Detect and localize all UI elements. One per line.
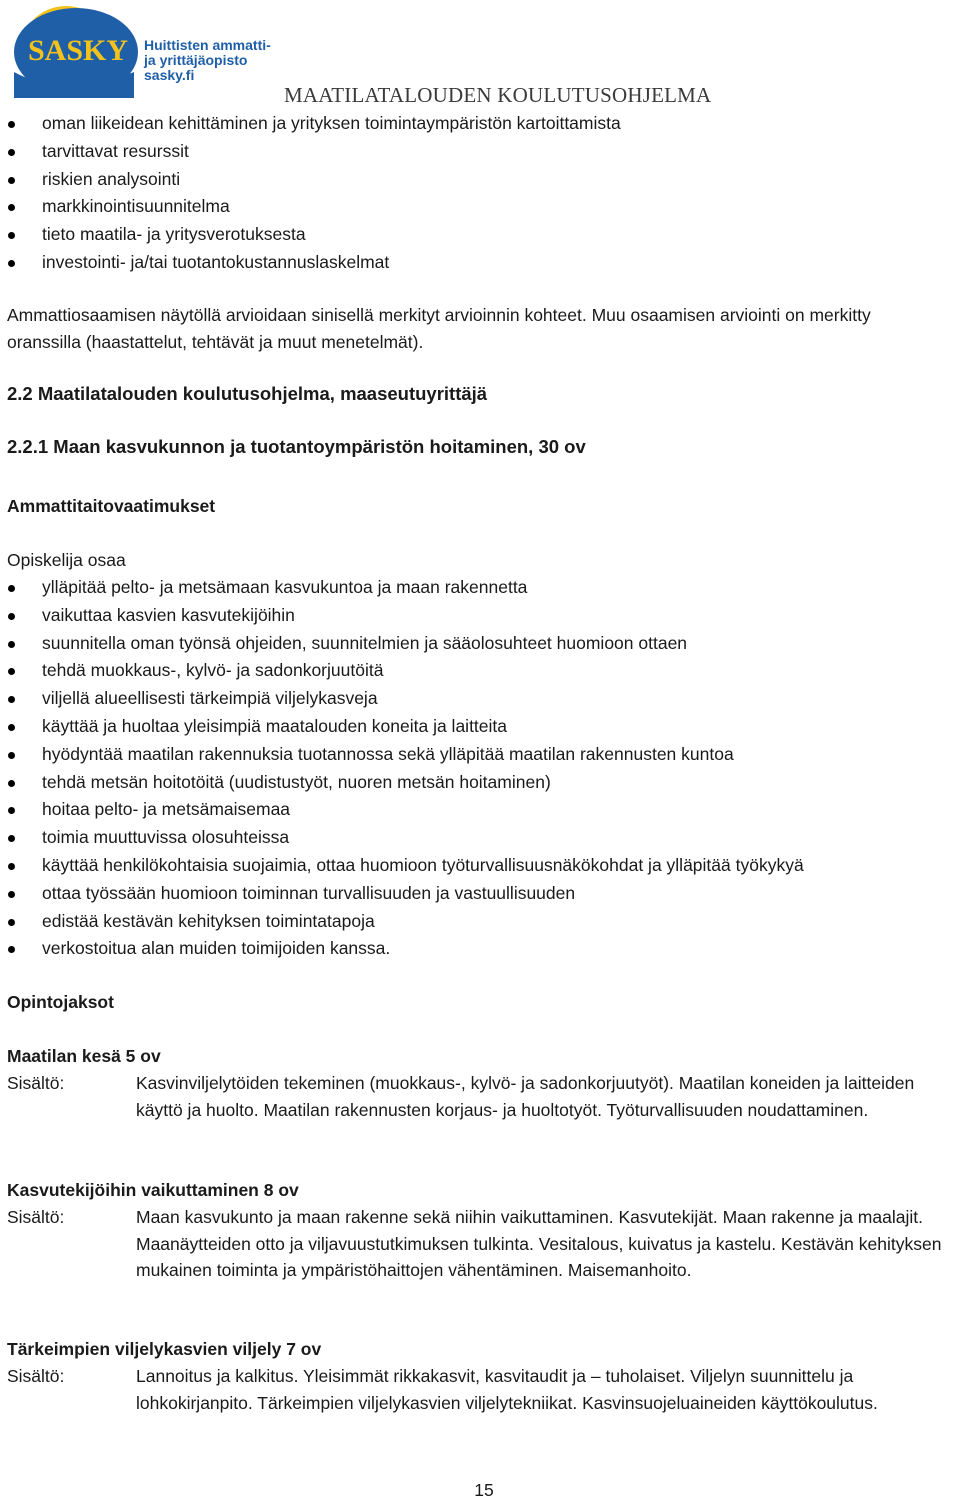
page-number: 15: [474, 1480, 494, 1500]
list-item-text: verkostoitua alan muiden toimijoiden kanssa.: [42, 938, 391, 959]
bullet-icon: [8, 863, 15, 870]
skills-bullet-list: [0, 574, 804, 963]
list-item-text: hyödyntää maatilan rakennuksia tuotannossa sekä ylläpitää maatilan rakennusten kuntoa: [42, 743, 734, 764]
course-content-label: Sisältö:: [7, 1073, 65, 1093]
bullet-icon: [8, 613, 15, 620]
course-content-row: [7, 1363, 960, 1416]
bullet-icon: [8, 807, 15, 814]
list-item-text: ylläpitää pelto- ja metsämaan kasvukuntoa ja maan rakennetta: [42, 577, 528, 597]
list-item: [0, 221, 621, 249]
course-content-label: Sisältö:: [7, 1207, 65, 1227]
list-item-text: oman liikeidean kehittäminen ja yrityksen toimintaympäristön kartoittamista: [42, 113, 621, 133]
list-item: [0, 630, 804, 658]
bullet-icon: [8, 724, 15, 731]
study-units-heading: Opintojaksot: [7, 992, 114, 1012]
top-bullet-list: [0, 110, 621, 277]
list-item-text: suunnitella oman työnsä ohjeiden, suunnitelmien ja sääolosuhteet huomioon ottaen: [42, 632, 688, 653]
logo-wordmark: SASKY: [28, 34, 129, 67]
list-item-text: tarvittavat resurssit: [42, 140, 189, 161]
list-item: [0, 908, 804, 936]
bullet-icon: [8, 260, 15, 267]
list-item-text: tehdä muokkaus-, kylvö- ja sadonkorjuutöitä: [42, 660, 384, 681]
bullet-icon: [8, 891, 15, 898]
logo-url: sasky.fi: [144, 67, 195, 83]
bullet-icon: [8, 780, 15, 787]
course-block: [7, 1177, 960, 1284]
subsection-heading: 2.2.1 Maan kasvukunnon ja tuotantoympäristön hoitaminen, 30 ov: [7, 436, 586, 457]
document-header-title: MAATILATALOUDEN KOULUTUSOHJELMA: [284, 83, 712, 107]
list-item-text: vaikuttaa kasvien kasvutekijöihin: [42, 604, 295, 625]
list-item-text: tehdä metsän hoitotöitä (uudistustyöt, nuoren metsän hoitaminen): [42, 771, 551, 792]
list-item: [0, 193, 621, 221]
list-item: [0, 796, 804, 824]
course-block: [7, 1336, 960, 1416]
logo-graphic: [6, 2, 276, 102]
course-content-label: Sisältö:: [7, 1366, 65, 1386]
list-item: [0, 824, 804, 852]
course-title: Kasvutekijöihin vaikuttaminen 8 ov: [7, 1180, 299, 1200]
bullet-icon: [8, 204, 15, 211]
list-item: [0, 249, 621, 277]
bullet-icon: [8, 641, 15, 648]
bullet-icon: [8, 946, 15, 953]
list-item-text: edistää kestävän kehityksen toimintatapoja: [42, 910, 375, 931]
sasky-logo: [6, 2, 276, 102]
list-item-text: riskien analysointi: [42, 168, 181, 189]
bullet-icon: [8, 752, 15, 759]
list-item-text: tieto maatila- ja yritysverotuksesta: [42, 224, 306, 245]
bullet-icon: [8, 919, 15, 926]
list-item: [0, 769, 804, 797]
logo-subline-2: ja yrittäjäopisto: [144, 52, 248, 68]
list-item: [0, 657, 804, 685]
course-title: Maatilan kesä 5 ov: [7, 1046, 161, 1066]
bullet-icon: [8, 696, 15, 703]
list-item: [0, 138, 621, 166]
list-item-text: viljellä alueellisesti tärkeimpiä viljelykasveja: [42, 688, 378, 709]
bullet-icon: [8, 835, 15, 842]
bullet-icon: [8, 177, 15, 184]
list-item: [0, 935, 804, 963]
list-item: [0, 880, 804, 908]
requirements-heading: Ammattitaitovaatimukset: [7, 496, 216, 516]
bullet-icon: [8, 585, 15, 592]
list-item-text: toimia muuttuvissa olosuhteissa: [42, 827, 290, 848]
bullet-icon: [8, 668, 15, 675]
logo-subline-1: Huittisten ammatti-: [144, 37, 271, 53]
course-content-row: [7, 1204, 960, 1284]
list-item: [0, 110, 621, 138]
assessment-note: Ammattiosaamisen näytöllä arvioidaan sinisellä merkityt arvioinnin kohteet. Muu osaamisen arviointi on merkitty oranssilla (haastattelut, tehtävät ja muut menetelmät).: [7, 305, 871, 352]
bullet-icon: [8, 149, 15, 156]
list-item-text: käyttää ja huoltaa yleisimpiä maatalouden koneita ja laitteita: [42, 715, 508, 736]
list-item: [0, 685, 804, 713]
list-item: [0, 166, 621, 194]
list-item-text: hoitaa pelto- ja metsämaisemaa: [42, 799, 291, 820]
list-item: [0, 574, 804, 602]
course-content-text: Maan kasvukunto ja maan rakenne sekä niihin vaikuttaminen. Kasvutekijät. Maan rakenne ja maalajit. Maanäytteiden otto ja viljavuustutkimuksen tulkinta. Vesitalous, kuivatus ja kastelu. Kestävän kehityksen mukainen toiminta ja ympäristöhaittojen vähentäminen. Maisemanhoito.: [136, 1207, 942, 1280]
list-item: [0, 602, 804, 630]
list-item-text: ottaa työssään huomioon toiminnan turvallisuuden ja vastuullisuuden: [42, 882, 576, 903]
course-title: Tärkeimpien viljelykasvien viljely 7 ov: [7, 1339, 322, 1359]
bullet-icon: [8, 121, 15, 128]
list-item-text: käyttää henkilökohtaisia suojaimia, ottaa huomioon työturvallisuusnäkökohdat ja ylläpitää työkykyä: [42, 854, 804, 875]
list-item-text: markkinointisuunnitelma: [42, 196, 230, 217]
list-item-text: investointi- ja/tai tuotantokustannuslaskelmat: [42, 251, 390, 272]
list-item: [0, 713, 804, 741]
student-can-label: Opiskelija osaa: [7, 550, 126, 570]
course-content-text: Lannoitus ja kalkitus. Yleisimmät rikkakasvit, kasvitaudit ja – tuholaiset. Viljelyn suunnittelu ja lohkokirjanpito. Tärkeimpien viljelykasvien viljelytekniikat. Kasvinsuojeluaineiden käyttökoulutus.: [136, 1366, 878, 1413]
list-item: [0, 741, 804, 769]
section-heading: 2.2 Maatilatalouden koulutusohjelma, maaseutuyrittäjä: [7, 383, 488, 404]
list-item: [0, 852, 804, 880]
course-content-row: [7, 1070, 960, 1123]
bullet-icon: [8, 232, 15, 239]
course-content-text: Kasvinviljelytöiden tekeminen (muokkaus-, kylvö- ja sadonkorjuutyöt). Maatilan koneiden ja laitteiden käyttö ja huolto. Maatilan rakennusten korjaus- ja huoltotyöt. Työturvallisuuden noudattaminen.: [136, 1073, 915, 1120]
course-block: [7, 1043, 960, 1123]
